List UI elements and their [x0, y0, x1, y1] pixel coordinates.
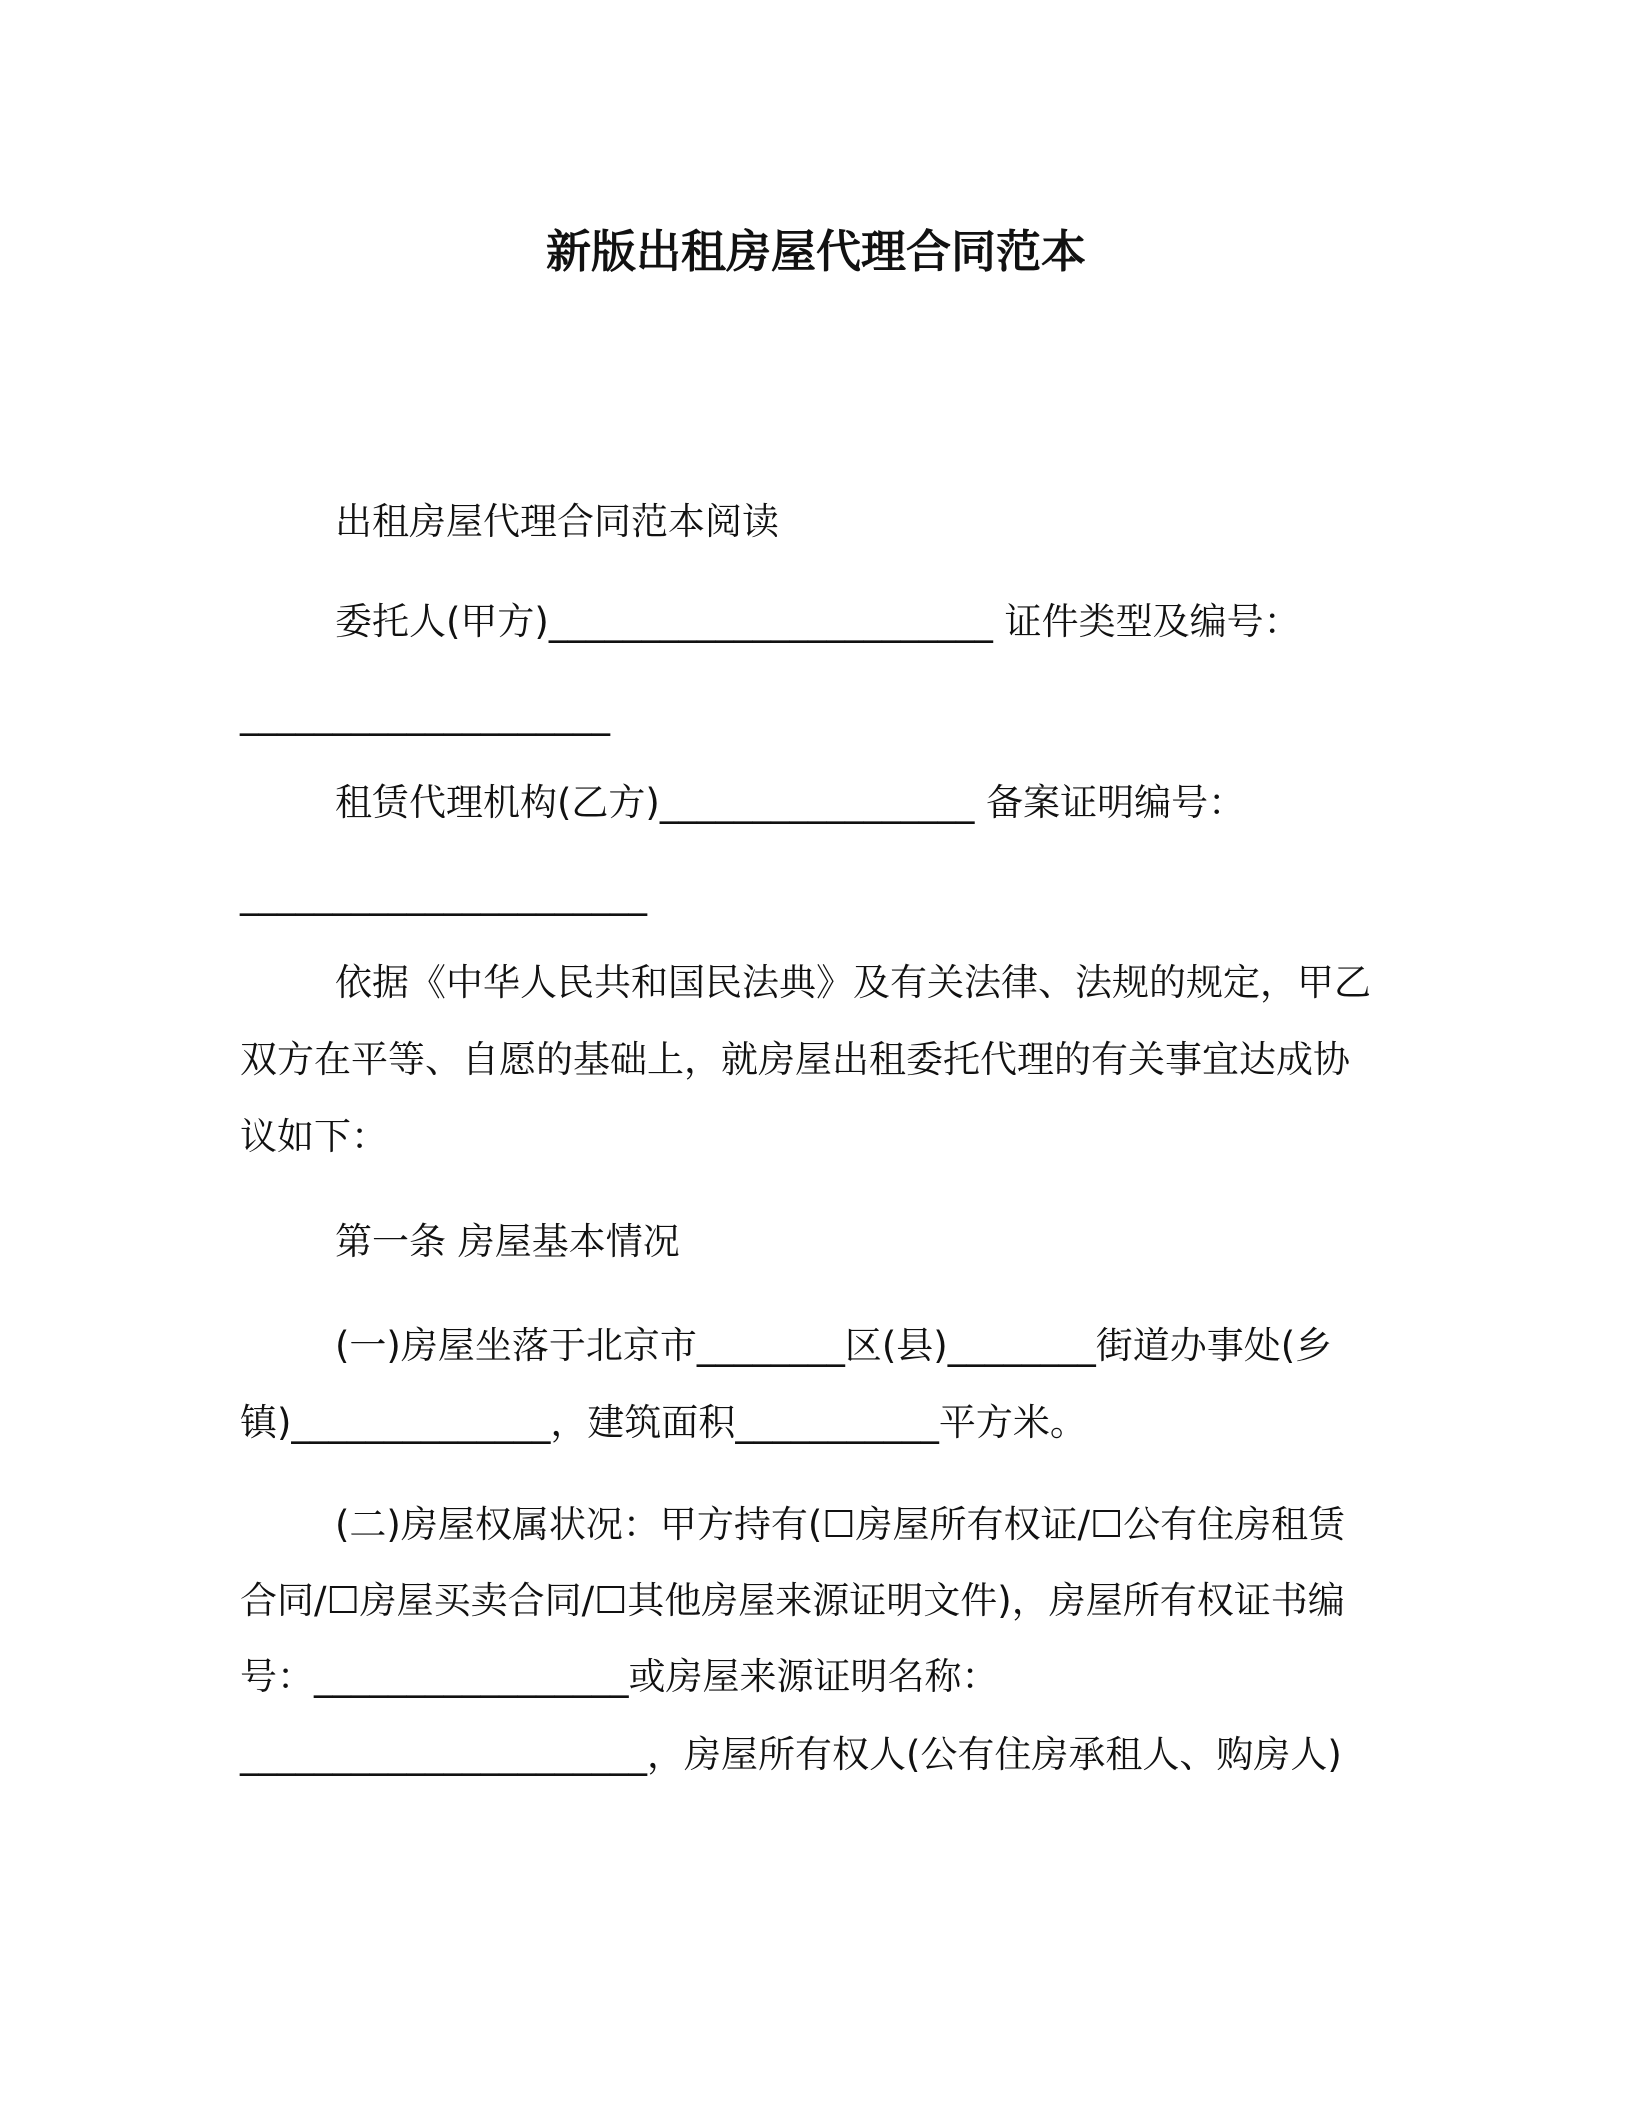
- client-line: 委托人(甲方)________________________ 证件类型及编号：: [335, 600, 1301, 643]
- item-2-line-2: 合同/☐房屋买卖合同/☐其他房屋来源证明文件)，房屋所有权证书编: [240, 1579, 1345, 1622]
- agency-id-blank: ______________________: [240, 873, 647, 916]
- item-2-line-1: (二)房屋权属状况：甲方持有(☐房屋所有权证/☐公有住房租赁: [335, 1503, 1346, 1546]
- document-title: 新版出租房屋代理合同范本: [545, 225, 1086, 278]
- document-heading: 出租房屋代理合同范本阅读: [335, 500, 779, 543]
- item-2-line-4: ______________________，房屋所有权人(公有住房承租人、购房人): [240, 1733, 1342, 1776]
- item-2-line-3: 号：_________________或房屋来源证明名称：: [240, 1655, 999, 1698]
- agency-line: 租赁代理机构(乙方)_________________ 备案证明编号：: [335, 781, 1246, 824]
- item-1-line-1: (一)房屋坐落于北京市________区(县)________街道办事处(乡: [335, 1324, 1333, 1367]
- client-id-blank: ____________________: [240, 693, 610, 736]
- intro-paragraph-line-1: 依据《中华人民共和国民法典》及有关法律、法规的规定，甲乙: [335, 961, 1371, 1004]
- intro-paragraph-line-3: 议如下：: [240, 1115, 388, 1158]
- intro-paragraph-line-2: 双方在平等、自愿的基础上，就房屋出租委托代理的有关事宜达成协: [240, 1038, 1350, 1081]
- item-1-line-2: 镇)______________，建筑面积___________平方米。: [240, 1401, 1087, 1444]
- article-1-title: 第一条 房屋基本情况: [335, 1220, 680, 1263]
